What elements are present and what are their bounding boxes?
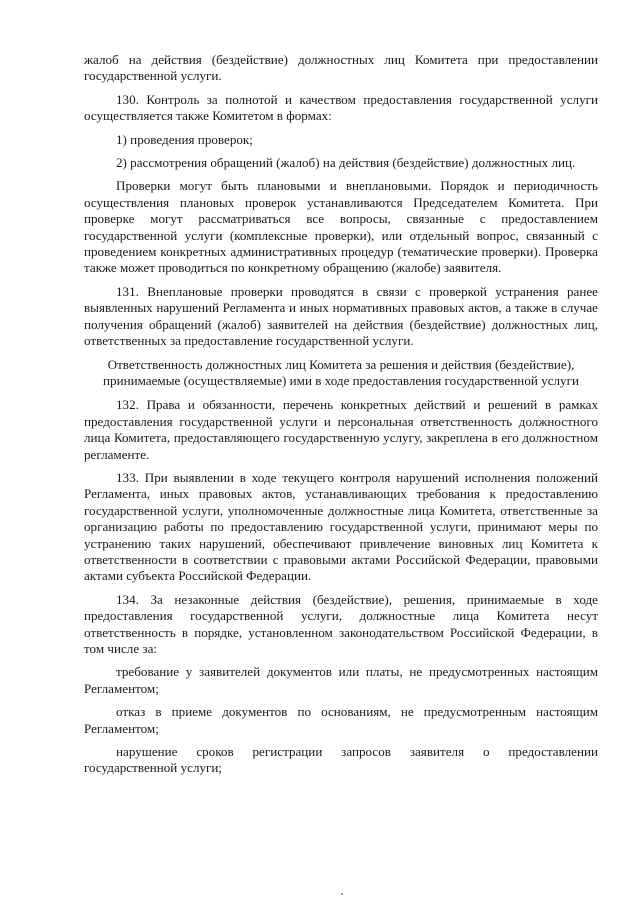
list-item-1: 1) проведения проверок; [116, 131, 253, 147]
paragraph-133: 133. При выявлении в ходе текущего контроля нарушений исполнения положений Регламента, иных правовых актов, устанавливающих требования к предоставлению государственной услуги, уполномоченные должностные лица Комитета, ответственные за организацию работы по предоставлению государственной услуги, принимают меры по устранению таких нарушений, обеспечивают привлечение виновных лиц Комитета к ответственности в соответствии с правовыми актами Российской Федерации, правовыми актами субъекта Российской Федерации. [84, 469, 598, 584]
paragraph-continuation: жалоб на действия (бездействие) должностных лиц Комитета при предоставлении государственной услуги. [84, 52, 598, 84]
paragraph-inspections: Проверки могут быть плановыми и внеплановыми. Порядок и периодичность осуществления плановых проверок устанавливаются Председателем Комитета. При проверке могут рассматриваться все вопросы, связанные с предоставлением государственной услуги (комплексные проверки), или отдельный вопрос, связанный с проведением конкретных административных процедур (тематические проверки). Проверка также может проводиться по конкретному обращению (жалобе) заявителя. [84, 178, 598, 276]
paragraph-130: 130. Контроль за полнотой и качеством предоставления государственной услуги осуществляется также Комитетом в формах: [84, 91, 598, 124]
list-item-2: 2) рассмотрения обращений (жалоб) на действия (бездействие) должностных лиц. [116, 155, 576, 171]
list-item-documents-fee: требование у заявителей документов или платы, не предусмотренных настоящим Регламентом; [84, 664, 598, 696]
section-heading: Ответственность должностных лиц Комитета за решения и действия (бездействие), принимаемые (осуществляемые) ими в ходе предоставления государственной услуги [103, 356, 579, 388]
paragraph-131: 131. Внеплановые проверки проводятся в связи с проверкой устранения ранее выявленных нарушений Регламента и иных нормативных правовых актов, а также в случае получения обращений (жалоб) заявителей на действия (бездействие) должностных лиц, ответственных за предоставление государственной услуги. [84, 283, 598, 349]
document-page [84, 52, 598, 784]
paragraph-132: 132. Права и обязанности, перечень конкретных действий и решений в рамках предоставления государственной услуги и персональная ответственность должностного лица Комитета, предоставляющего государственную услугу, закреплена в его должностном регламенте. [84, 397, 598, 462]
list-item-refusal: отказ в приеме документов по основаниям, не предусмотренным настоящим Регламентом; [84, 704, 598, 736]
scan-speck [341, 893, 343, 895]
list-item-registration-terms: нарушение сроков регистрации запросов заявителя о предоставлении государственной услуги; [84, 744, 598, 776]
paragraph-134: 134. За незаконные действия (бездействие), решения, принимаемые в ходе предоставления государственной услуги, должностные лица Комитета несут ответственность в порядке, установленном законодательством Российской Федерации, в том числе за: [84, 591, 598, 656]
